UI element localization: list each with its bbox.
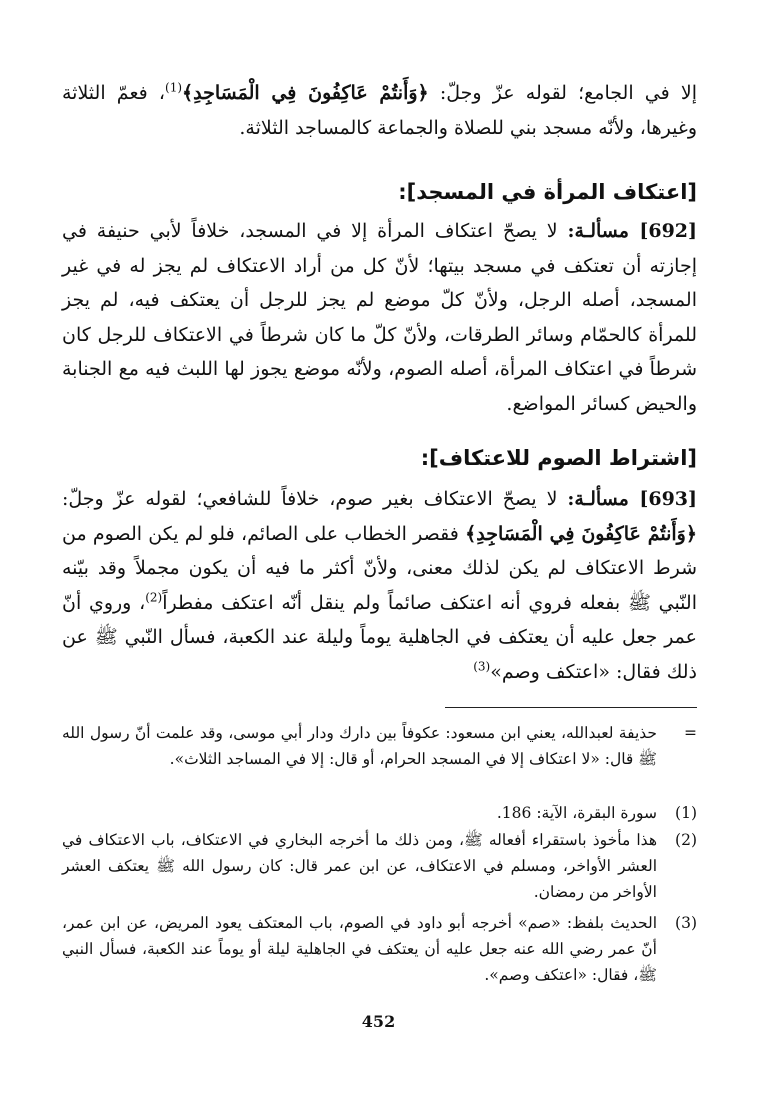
section-2-paragraph xyxy=(62,482,697,689)
section-2-text-b: فقصر الخطاب على الصائم، فلو لم يكن الصوم من شرط الاعتكاف لم يكن لذلك معنى، ولأنّ أكثر ما فيه أن يكون مجملاً وقد بيّنه النّبي ﷺ بفعله فروي أنه اعتكف صائماً ولم ينقل أنّه اعتكف مفطراً xyxy=(62,522,697,614)
footnote-separator xyxy=(445,707,697,708)
intro-paragraph xyxy=(62,76,697,145)
footnote-continuation xyxy=(62,720,697,772)
quran-verse-2: ﴿وَأَنتُمْ عَاكِفُونَ فِي الْمَسَاجِدِ﴾ xyxy=(465,522,697,545)
intro-text-b: ، فعمّ الثلاثة وغيرها، ولأنّه مسجد بني للصلاة والجماعة كالمساجد الثلاثة. xyxy=(62,82,697,139)
section-1-text: لا يصحّ اعتكاف المرأة إلا في المسجد، خلافاً لأبي حنيفة في إجازته أن تعتكف في مسجد بيتها؛ لأنّ كل من أراد الاعتكاف لم يجز له في غير المسجد، أصله الرجل، ولأنّ كلّ موضع لم يجز للرجل أن يعتكف فيه، لم يجز للمرأة كالحمّام وسائر الطرقات، ولأنّ كلّ ما كان شرطاً في الاعتكاف للرجل كان شرطاً في اعتكاف المرأة، أصله الصوم، ولأنّه موضع يجوز لها اللبث فيه مع الجنابة والحيض كسائر المواضع. xyxy=(62,220,697,415)
section-heading-2: [اشتراط الصوم للاعتكاف]: xyxy=(420,446,697,470)
footnote-2 xyxy=(62,827,697,905)
section-1-paragraph xyxy=(62,214,697,421)
footnote-3-marker: (3) xyxy=(675,914,697,932)
footnote-ref-3: (3) xyxy=(473,659,491,674)
footnote-ref-1: (1) xyxy=(165,80,183,95)
footnote-ref-2: (2) xyxy=(145,590,163,605)
footnote-1 xyxy=(62,800,697,826)
footnote-2-text: هذا مأخوذ باستقراء أفعاله ﷺ، ومن ذلك ما أخرجه البخاري في الاعتكاف، باب الاعتكاف في العشر الأواخر، ومسلم في الاعتكاف، عن ابن عمر قال: كان رسول الله ﷺ يعتكف العشر الأواخر من رمضان. xyxy=(62,831,657,901)
section-2-text-c: ، وروي أنّ عمر جعل عليه أن يعتكف في الجاهلية يوماً وليلة عند الكعبة، فسأل النّبي ﷺ عن ذلك فقال: «اعتكف وصم» xyxy=(62,591,697,683)
footnote-3 xyxy=(62,910,697,988)
footnote-continuation-marker: = xyxy=(684,724,697,742)
footnote-1-text: سورة البقرة، الآية: 186. xyxy=(496,804,657,822)
footnote-1-marker: (1) xyxy=(675,804,697,822)
issue-label-693: [693] مسألـة: xyxy=(567,488,698,510)
issue-label-692: [692] مسألـة: xyxy=(567,220,698,242)
section-2-text-a: لا يصحّ الاعتكاف بغير صوم، خلافاً للشافعي؛ لقوله عزّ وجلّ: xyxy=(62,488,568,510)
page-number: 452 xyxy=(361,1012,396,1031)
section-heading-1: [اعتكاف المرأة في المسجد]: xyxy=(398,180,697,204)
footnote-continuation-text: حذيفة لعبدالله، يعني ابن مسعود: عكوفاً بين دارك ودار أبي موسى، وقد علمت أنّ رسول الله ﷺ قال: «لا اعتكاف إلا في المسجد الحرام، أو قال: إلا في المساجد الثلاث». xyxy=(62,724,657,768)
quran-verse-1: ﴿وَأَنتُمْ عَاكِفُونَ فِي الْمَسَاجِدِ﴾ xyxy=(182,82,429,104)
footnote-2-marker: (2) xyxy=(675,831,697,849)
intro-text-a: إلا في الجامع؛ لقوله عزّ وجلّ: xyxy=(428,82,698,104)
footnote-3-text: الحديث بلفظ: «صم» أخرجه أبو داود في الصوم، باب المعتكف يعود المريض، عن ابن عمر، أنّ عمر رضي الله عنه جعل عليه أن يعتكف في الجاهلية ليلة أو يوماً عند الكعبة، فسأل النبي ﷺ، فقال: «اعتكف وصم». xyxy=(62,914,657,984)
